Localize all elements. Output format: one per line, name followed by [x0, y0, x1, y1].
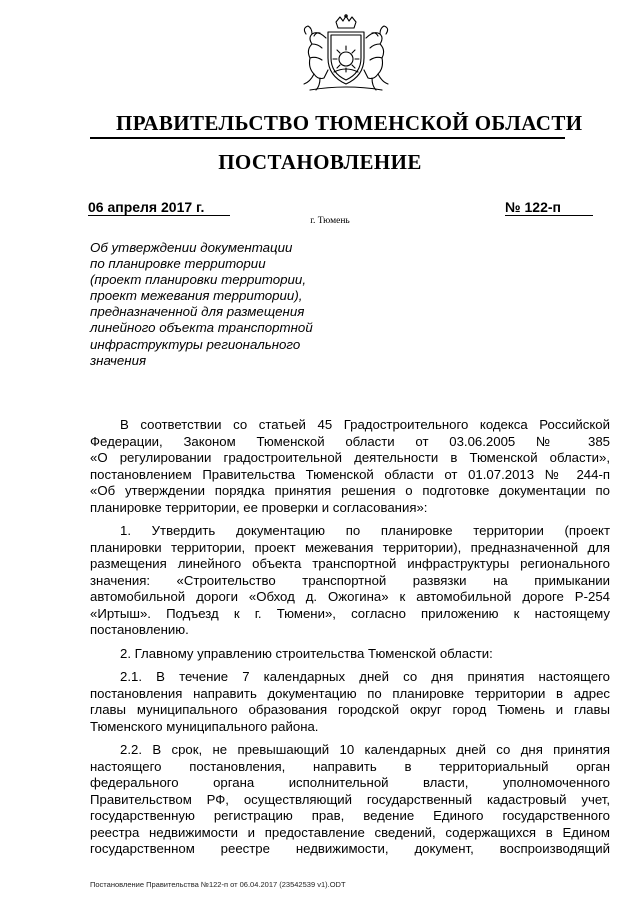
body-line: 2.1. В течение 7 календарных дней со дня принятия настоящего: [120, 669, 610, 684]
body-line: реестра недвижимости и предоставление сведений, содержащихся в Едином: [90, 824, 610, 840]
body-line: постановлением Правительства Тюменской области от 01.07.2013 № 244-п: [90, 466, 610, 482]
body-line: автомобильной дороги «Обход д. Ожогина» к автомобильной дороге Р-254: [90, 589, 610, 604]
body-line: Федерации, Законом Тюменской области от 03.06.2005 № 385: [90, 433, 610, 449]
document-body: [90, 417, 610, 858]
subject-line: значения: [90, 352, 147, 368]
subject-line: Об утверждении документации: [90, 240, 293, 255]
body-line: «Иртыш». Подъезд к г. Тюмени», согласно приложению к настоящему: [90, 605, 610, 621]
document-date: 06 апреля 2017 г.: [88, 199, 230, 216]
subject-line: по планировке территории: [90, 256, 266, 272]
body-line: планировки территории, проект межевания территории), предназначенной для: [90, 539, 610, 555]
body-paragraph: [90, 417, 610, 516]
body-line: настоящего постановления, направить в территориальный орган: [90, 758, 610, 774]
body-line: 1. Утвердить документацию по планировке территории (проект: [120, 523, 610, 538]
body-line: размещения линейного объекта транспортной инфраструктуры регионального: [90, 556, 610, 571]
document-subject: [90, 240, 350, 369]
body-line: значения: «Строительство транспортной развязки на примыкании: [90, 572, 610, 588]
body-line: 2. Главному управлению строительства Тюменской области:: [120, 645, 493, 661]
body-line: планировке территории, ее проверки и согласования»:: [90, 499, 428, 515]
body-line: Правительством РФ, осуществляющий государственный кадастровый учет,: [90, 791, 610, 807]
subject-line: предназначенной для размещения: [90, 304, 305, 320]
body-line: 2.2. В срок, не превышающий 10 календарных дней со дня принятия: [120, 742, 610, 757]
subject-line: (проект планировки территории,: [90, 272, 307, 288]
subject-line: инфраструктуры регионального: [90, 336, 301, 352]
body-line: «Об утверждении порядка принятия решения о подготовке документации по: [90, 483, 610, 498]
page-footer: Постановление Правительства №122-п от 06.04.2017 (23542539 v1).ODT: [90, 880, 346, 889]
body-line: В соответствии со статьей 45 Градостроительного кодекса Российской: [120, 417, 610, 432]
subject-line: проект межевания территории),: [90, 288, 303, 304]
document-city: г. Тюмень: [310, 216, 350, 226]
body-paragraph: [90, 742, 610, 858]
body-line: «О регулировании градостроительной деятельности в Тюменской области»,: [90, 450, 610, 465]
paragraph-spacer: [90, 516, 610, 523]
paragraph-spacer: [90, 662, 610, 669]
body-line: постановлению.: [90, 622, 189, 637]
body-line: главы муниципального образования городской округ город Тюмень и главы: [90, 702, 610, 717]
government-title: ПРАВИТЕЛЬСТВО ТЮМЕНСКОЙ ОБЛАСТИ: [116, 111, 583, 135]
body-line: государственную регистрацию прав, ведение Единого государственного: [90, 808, 610, 823]
title-underline: [90, 137, 565, 139]
paragraph-spacer: [90, 735, 610, 742]
body-paragraph: [90, 669, 610, 735]
paragraph-spacer: [90, 639, 610, 646]
body-line: государственном реестре недвижимости, документ, воспроизводящий: [90, 841, 610, 856]
document-type: ПОСТАНОВЛЕНИЕ: [218, 150, 422, 174]
body-line: федерального органа исполнительной власти, уполномоченного: [90, 775, 610, 790]
body-paragraph: [90, 646, 610, 663]
body-paragraph: [90, 523, 610, 639]
subject-line: линейного объекта транспортной: [90, 320, 313, 336]
tyumen-oblast-coat-of-arms-icon: [290, 14, 402, 96]
body-line: постановления направить документацию по планировке территории в адрес: [90, 685, 610, 701]
body-line: Тюменского муниципального района.: [90, 718, 319, 734]
document-number: № 122-п: [505, 199, 593, 216]
